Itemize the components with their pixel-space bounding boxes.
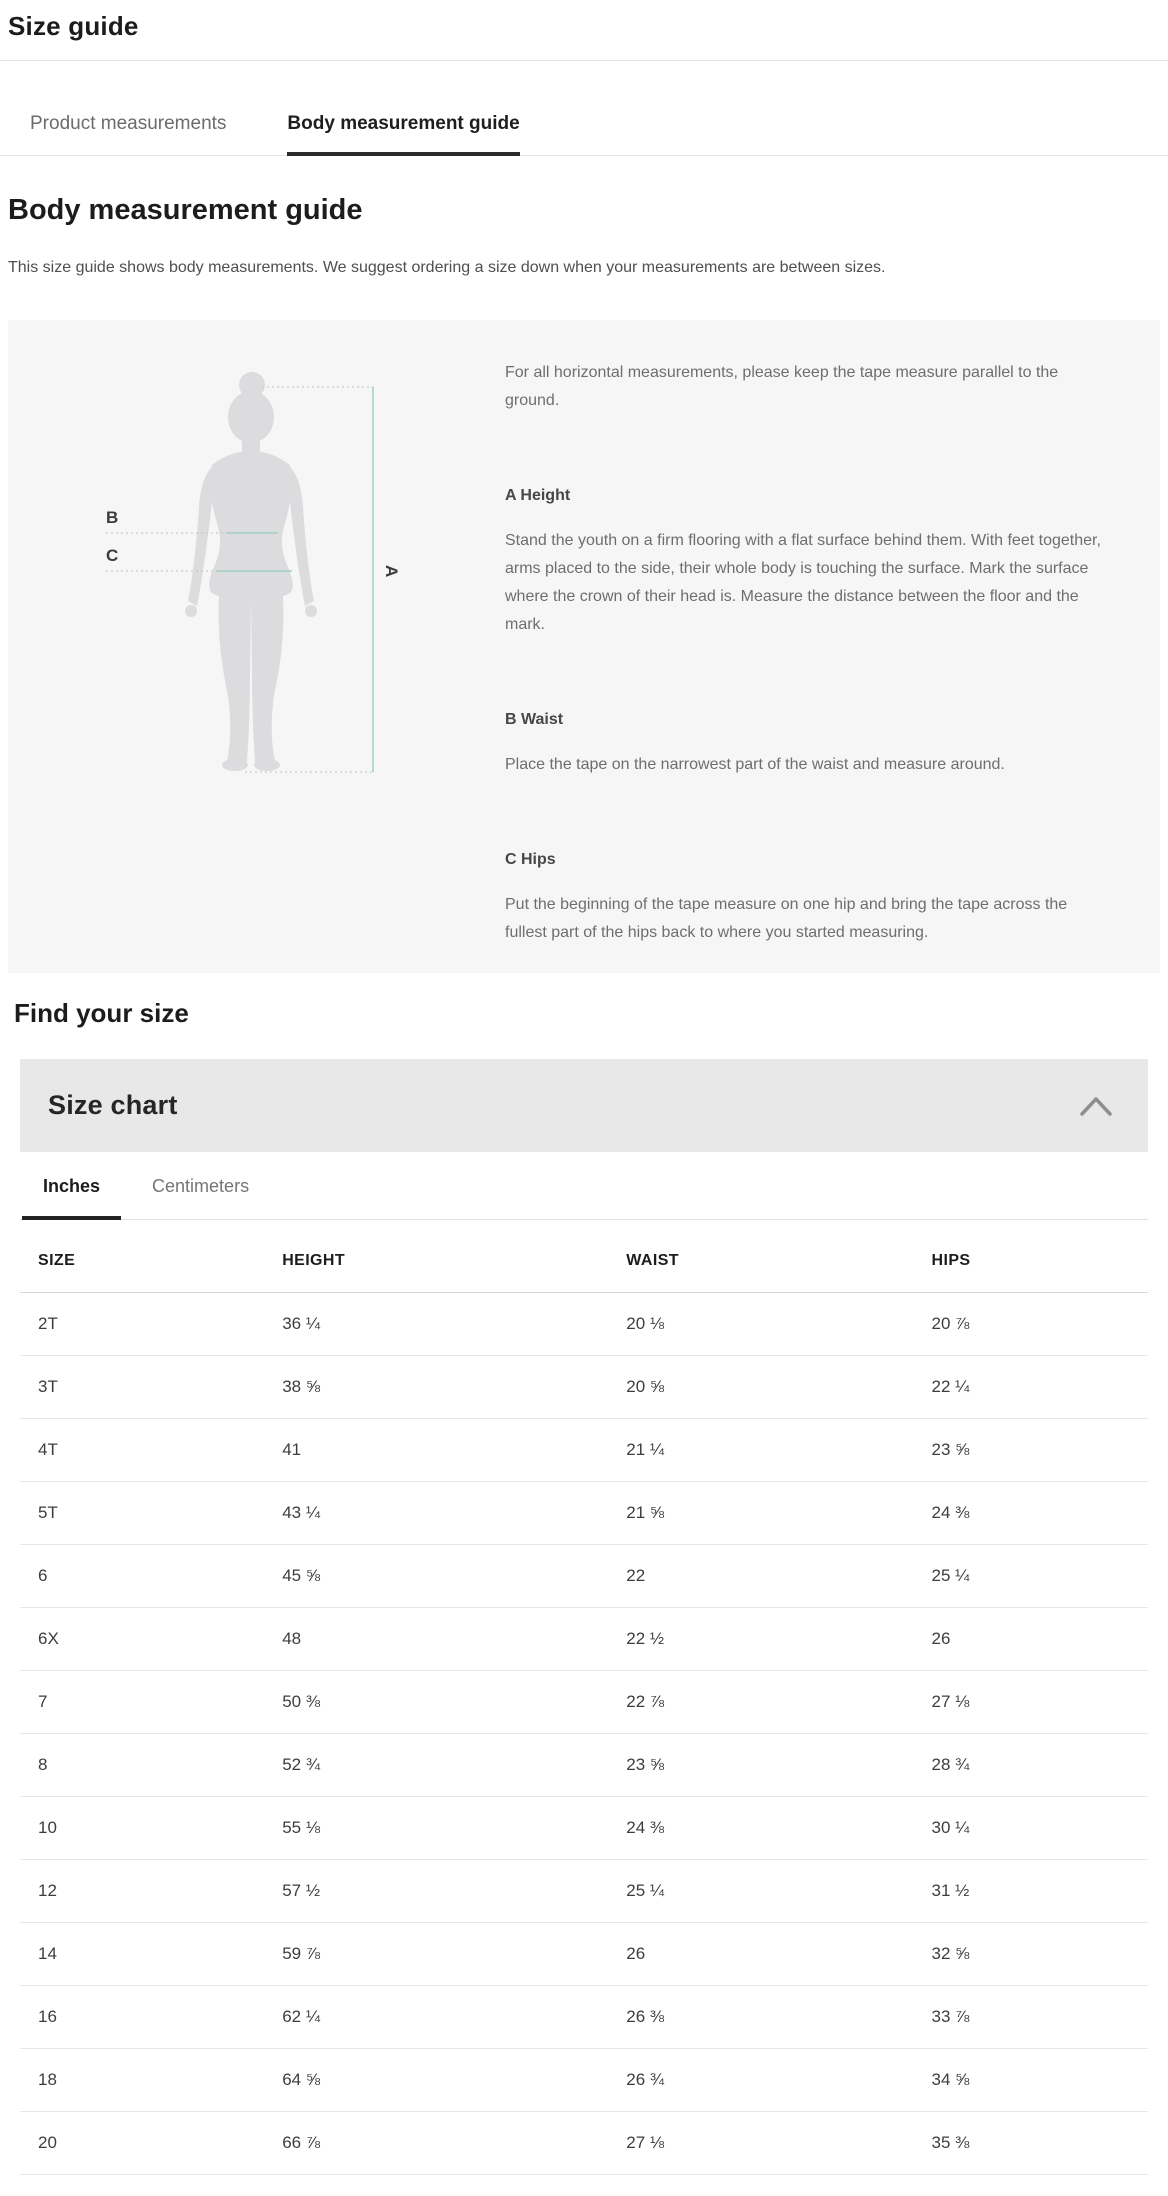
measurement-note: For all horizontal measurements, please keep the tape measure parallel to the ground. (505, 364, 1059, 409)
chevron-up-icon (1078, 1095, 1114, 1117)
cell-waist: 25 ¼ (626, 1881, 665, 1900)
table-row (20, 1923, 1148, 1986)
cell-hips: 26 (931, 1629, 951, 1648)
instruction-section-waist (505, 711, 1104, 779)
cell-size: 8 (38, 1755, 48, 1774)
size-chart-accordion-header[interactable] (20, 1059, 1148, 1152)
table-row (20, 1734, 1148, 1797)
cell-waist: 21 ¼ (626, 1440, 665, 1459)
instruction-title: C Hips (505, 851, 556, 868)
cell-hips: 20 ⅞ (931, 1314, 970, 1333)
cell-size: 18 (38, 2070, 57, 2089)
cell-height: 50 ⅜ (282, 1692, 320, 1711)
size-table-body (20, 1293, 1148, 2175)
cell-height: 62 ¼ (282, 2007, 320, 2026)
instruction-text: Put the beginning of the tape measure on one hip and bring the tape across the fullest part of the hips back to where you started measuring. (505, 896, 1068, 941)
cell-hips: 24 ⅜ (931, 1503, 970, 1522)
column-header-waist: WAIST (626, 1252, 679, 1269)
tab-body-measurement-guide[interactable]: Body measurement guide (287, 113, 519, 155)
cell-waist: 27 ⅛ (626, 2133, 665, 2152)
table-row (20, 2049, 1148, 2112)
size-table-header (20, 1220, 1148, 1293)
figure-label-a: A (382, 565, 401, 578)
find-your-size-heading: Find your size (14, 998, 189, 1028)
instruction-title: A Height (505, 487, 571, 504)
cell-size: 5T (38, 1503, 58, 1522)
cell-size: 4T (38, 1440, 58, 1459)
table-row (20, 1356, 1148, 1419)
cell-waist: 20 ⅝ (626, 1377, 665, 1396)
cell-waist: 22 ½ (626, 1629, 665, 1648)
guide-heading: Body measurement guide (8, 194, 363, 226)
column-header-height: HEIGHT (282, 1252, 346, 1269)
cell-size: 7 (38, 1692, 48, 1711)
cell-size: 6X (38, 1629, 59, 1648)
measurement-instructions-panel (8, 320, 1160, 973)
cell-hips: 35 ⅜ (931, 2133, 970, 2152)
cell-height: 45 ⅝ (282, 1566, 320, 1585)
table-row (20, 1482, 1148, 1545)
cell-waist: 24 ⅜ (626, 1818, 665, 1837)
cell-height: 48 (282, 1629, 302, 1648)
cell-waist: 22 ⅞ (626, 1692, 665, 1711)
instruction-text: Place the tape on the narrowest part of the waist and measure around. (505, 756, 1005, 773)
cell-height: 36 ¼ (282, 1314, 320, 1333)
guide-intro: This size guide shows body measurements. We suggest ordering a size down when your measurements are between sizes. (8, 259, 886, 276)
cell-height: 57 ½ (282, 1881, 320, 1900)
table-row (20, 1419, 1148, 1482)
cell-hips: 28 ¾ (931, 1755, 970, 1774)
cell-hips: 33 ⅞ (931, 2007, 970, 2026)
table-row (20, 2112, 1148, 2175)
cell-hips: 32 ⅝ (931, 1944, 970, 1963)
table-row (20, 1545, 1148, 1608)
instruction-section-hips (505, 851, 1104, 947)
table-row (20, 1293, 1148, 1356)
cell-size: 3T (38, 1377, 58, 1396)
column-header-size: SIZE (38, 1252, 76, 1269)
cell-size: 14 (38, 1944, 57, 1963)
table-row (20, 1860, 1148, 1923)
table-row (20, 1608, 1148, 1671)
cell-height: 64 ⅝ (282, 2070, 320, 2089)
measurement-instructions (497, 320, 1160, 973)
cell-size: 6 (38, 1566, 48, 1585)
cell-height: 43 ¼ (282, 1503, 320, 1522)
cell-height: 55 ⅛ (282, 1818, 320, 1837)
cell-waist: 20 ⅛ (626, 1314, 665, 1333)
cell-waist: 22 (626, 1566, 646, 1585)
cell-hips: 22 ¼ (931, 1377, 970, 1396)
instruction-text: Stand the youth on a firm flooring with a flat surface behind them. With feet together, arms placed to the side, their whole body is touching the surface. Mark the surface where the crown of their head is. Measure the distance between the floor and the mark. (505, 532, 1101, 633)
cell-hips: 25 ¼ (931, 1566, 970, 1585)
cell-waist: 23 ⅝ (626, 1755, 665, 1774)
size-chart-table (20, 1220, 1148, 2175)
cell-height: 38 ⅝ (282, 1377, 320, 1396)
tab-product-measurements[interactable]: Product measurements (30, 113, 227, 134)
cell-height: 59 ⅞ (282, 1944, 320, 1963)
size-chart-title: Size chart (48, 1090, 178, 1120)
cell-waist: 26 ¾ (626, 2070, 665, 2089)
unit-tabs (20, 1176, 1148, 1220)
cell-hips: 30 ¼ (931, 1818, 970, 1837)
table-row (20, 1671, 1148, 1734)
cell-height: 52 ¾ (282, 1755, 320, 1774)
cell-hips: 31 ½ (931, 1881, 970, 1900)
figure-label-b: B (106, 508, 119, 527)
page-title: Size guide (8, 11, 139, 41)
cell-hips: 23 ⅝ (931, 1440, 970, 1459)
cell-height: 66 ⅞ (282, 2133, 320, 2152)
column-header-hips: HIPS (931, 1252, 971, 1269)
cell-height: 41 (282, 1440, 302, 1459)
instruction-section-height (505, 487, 1104, 639)
body-measurement-illustration (8, 320, 497, 973)
unit-tab-centimeters[interactable]: Centimeters (152, 1176, 250, 1196)
size-guide-tabs (0, 61, 1168, 156)
cell-hips: 34 ⅝ (931, 2070, 970, 2089)
instruction-title: B Waist (505, 711, 564, 728)
figure-label-c: C (106, 546, 119, 565)
cell-waist: 21 ⅝ (626, 1503, 665, 1522)
table-row (20, 1986, 1148, 2049)
table-row (20, 1797, 1148, 1860)
cell-waist: 26 (626, 1944, 646, 1963)
cell-size: 2T (38, 1314, 58, 1333)
measurement-figure-svg (60, 335, 480, 815)
unit-tab-inches[interactable]: Inches (22, 1176, 121, 1219)
cell-size: 12 (38, 1881, 57, 1900)
cell-waist: 26 ⅜ (626, 2007, 665, 2026)
cell-hips: 27 ⅛ (931, 1692, 970, 1711)
cell-size: 16 (38, 2007, 57, 2026)
cell-size: 10 (38, 1818, 57, 1837)
cell-size: 20 (38, 2133, 57, 2152)
